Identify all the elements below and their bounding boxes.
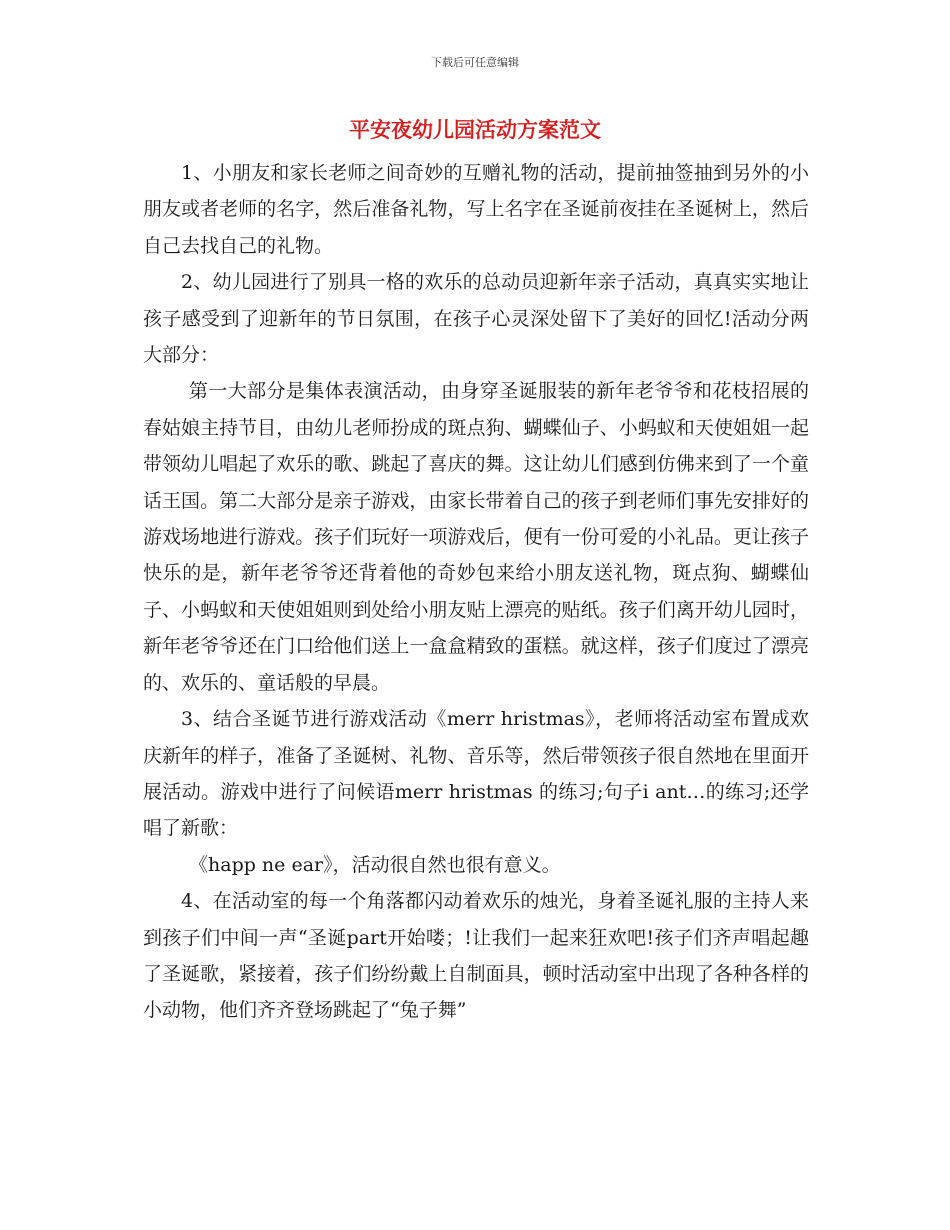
paragraph-1: 1、小朋友和家长老师之间奇妙的互赠礼物的活动，提前抽签抽到另外的小朋友或者老师的名字，然后准备礼物，写上名字在圣诞前夜挂在圣诞树上，然后自己去找自己的礼物。 <box>143 162 809 257</box>
document-body <box>143 155 809 1029</box>
paragraph-5: 《happ ne ear》，活动很自然也很有意义。 <box>189 853 561 876</box>
paragraph-6: 4、在活动室的每一个角落都闪动着欢乐的烛光，身着圣诞礼服的主持人来到孩子们中间一声“圣诞part开始喽；!让我们一起来狂欢吧!孩子们齐声唱起趣了圣诞歌，紧接着，孩子们纷纷戴上自制面具，顿时活动室中出现了各种各样的小动物，他们齐齐登场跳起了“兔子舞” <box>143 890 809 1022</box>
document-title: 平安夜幼儿园活动方案范文 <box>349 118 601 142</box>
paragraph-3: 第一大部分是集体表演活动，由身穿圣诞服装的新年老爷爷和花枝招展的春姑娘主持节目，由幼儿老师扮成的斑点狗、蝴蝶仙子、小蚂蚁和天使姐姐一起带领幼儿唱起了欢乐的歌、跳起了喜庆的舞。这让幼儿们感到仿佛来到了一个童话王国。第二大部分是亲子游戏，由家长带着自己的孩子到老师们事先安排好的游戏场地进行游戏。孩子们玩好一项游戏后，便有一份可爱的小礼品。更让孩子快乐的是，新年老爷爷还背着他的奇妙包来给小朋友送礼物，斑点狗、蝴蝶仙子、小蚂蚁和天使姐姐则到处给小朋友贴上漂亮的贴纸。孩子们离开幼儿园时，新年老爷爷还在门口给他们送上一盒盒精致的蛋糕。就这样，孩子们度过了漂亮的、欢乐的、童话般的早晨。 <box>143 380 809 694</box>
paragraph-4: 3、结合圣诞节进行游戏活动《merr hristmas》，老师将活动室布置成欢庆新年的样子，准备了圣诞树、礼物、音乐等，然后带领孩子很自然地在里面开展活动。游戏中进行了问候语merr hristmas 的练习;句子i ant…的练习;还学唱了新歌： <box>143 708 809 840</box>
page-header-note: 下载后可任意编辑 <box>431 56 519 69</box>
paragraph-2: 2、幼儿园进行了别具一格的欢乐的总动员迎新年亲子活动，真真实实地让孩子感受到了迎新年的节日氛围，在孩子心灵深处留下了美好的回忆!活动分两大部分： <box>143 271 809 367</box>
